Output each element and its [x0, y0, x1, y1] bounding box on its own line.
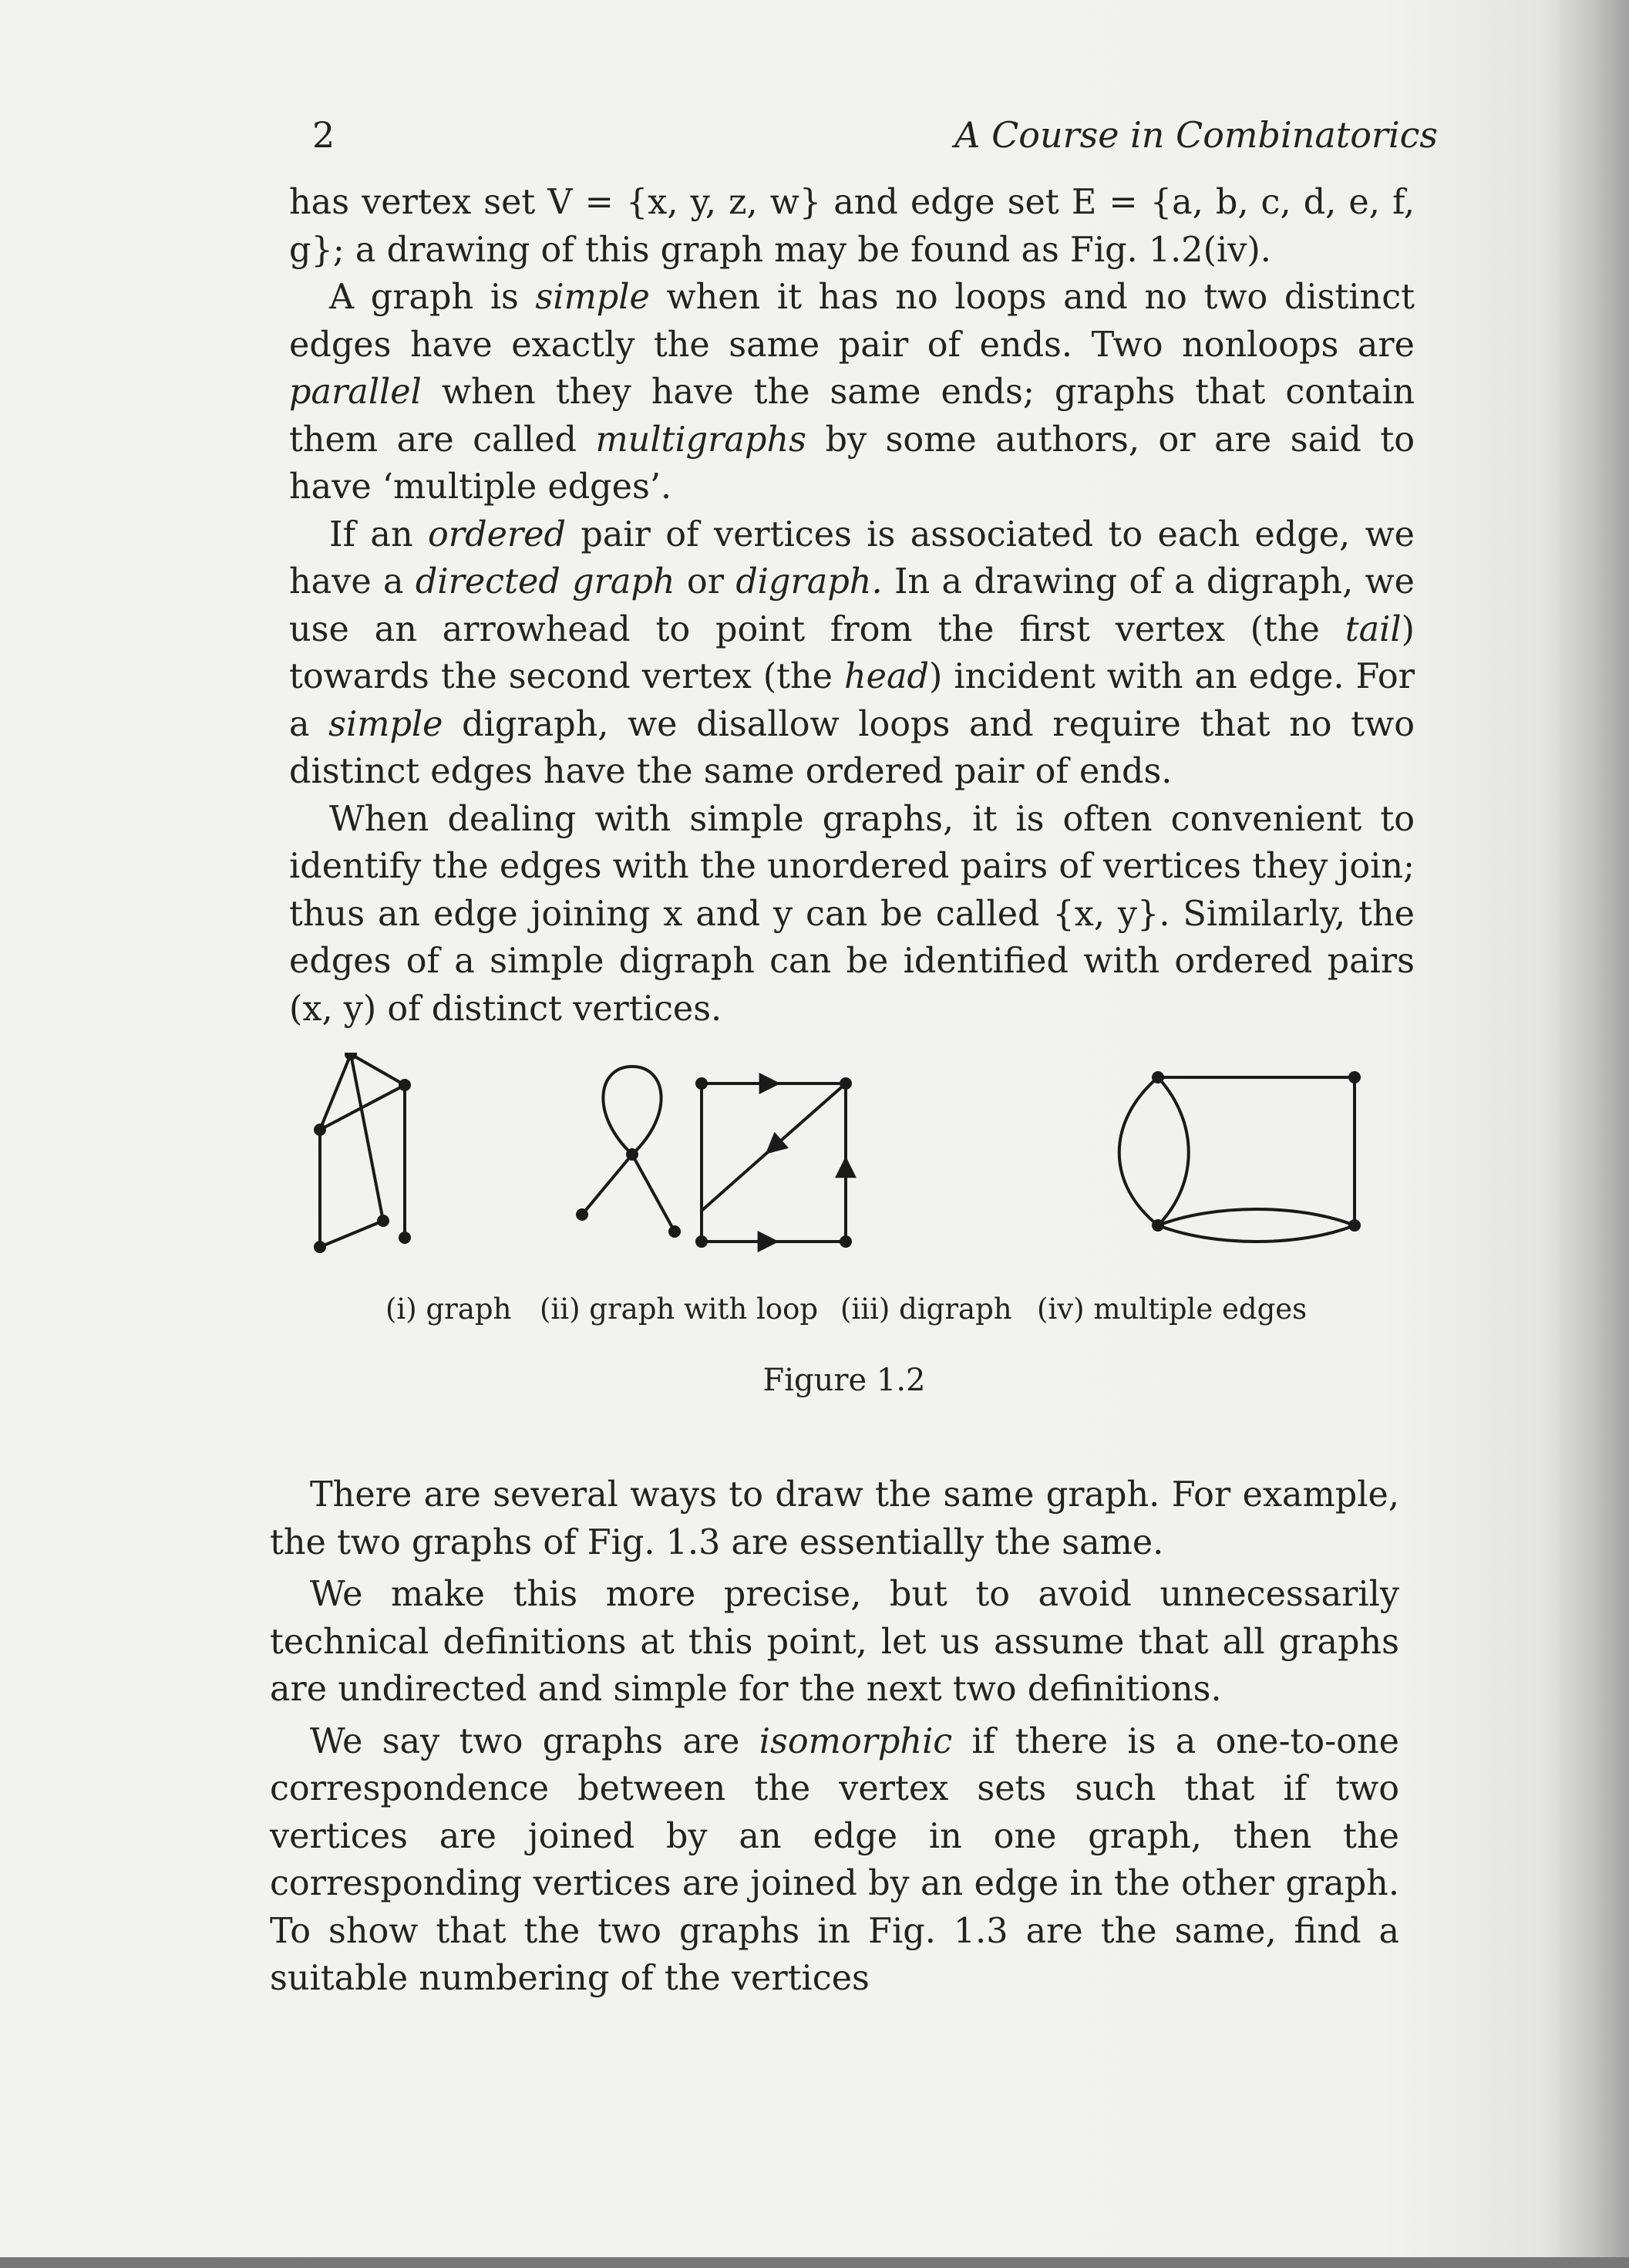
figure-title: Figure 1.2	[762, 1363, 926, 1398]
vertex	[1152, 1071, 1164, 1083]
paragraph-vertex-edge-set: has vertex set V = {x, y, z, w} and edge set E = {a, b, c, d, e, f, g}; a drawing of this graph may be found as Fig. 1.2(iv).	[289, 183, 1415, 270]
vertex	[840, 1235, 852, 1248]
paragraph-more-precise: We make this more precise, but to avoid unnecessarily technical definitions at this point, let us assume that all graphs are undirected and simple for the next two definitions.	[270, 1575, 1399, 1709]
paragraph-isomorphic: We say two graphs are isomorphic if there is a one-to-one correspondence between the vertex sets such that if two vertices are joined by an edge in one graph, then the corresponding vertices are joined by an edge in the other graph. To show that the two graphs in Fig. 1.3 are the same, find a suitable numbering of the vertices	[270, 1721, 1399, 1998]
caption-graph: (i) graph	[385, 1292, 512, 1326]
paragraph-simple-graph: A graph is simple when it has no loops and no two distinct edges have exactly the same pair of ends. Two nonloops are parallel when they have the same ends; graphs that contain them are called multigraphs by some authors, or are said to have ‘multiple edges’.	[289, 278, 1415, 507]
paragraph-several-ways: There are several ways to draw the same graph. For example, the two graphs of Fig. 1.3 are essentially the same.	[270, 1475, 1399, 1562]
vertex	[1152, 1219, 1164, 1232]
vertex	[399, 1232, 411, 1244]
vertex	[668, 1225, 681, 1238]
vertex	[840, 1077, 852, 1090]
figure-graphs	[305, 1053, 1399, 1284]
running-head: A Course in Combinatorics	[954, 114, 1438, 156]
vertex	[576, 1208, 588, 1221]
caption-graph-with-loop: (ii) graph with loop	[540, 1292, 819, 1326]
vertex	[314, 1241, 326, 1253]
page-header	[312, 112, 1438, 158]
graph-ii	[576, 1067, 681, 1238]
page-bottom-edge	[0, 2257, 1629, 2268]
spine-shadow	[1544, 0, 1629, 2268]
paragraph-unordered-pairs: When dealing with simple graphs, it is often convenient to identify the edges with the unordered pairs of vertices they join; thus an edge joining x and y can be called {x, y}. Similarly, the edges of a simple digraph can be identified with ordered pairs (x, y) of distinct vertices.	[289, 799, 1415, 1029]
graph-i	[314, 1053, 411, 1253]
page-number: 2	[312, 114, 335, 156]
caption-digraph: (iii) digraph	[840, 1292, 1012, 1326]
paragraph-digraph: If an ordered pair of vertices is associated to each edge, we have a directed graph or digraph. In a drawing of a digraph, we use an arrowhead to point from the first vertex (the tail) towards the second vertex (the head) incident with an edge. For a simple digraph, we disallow loops and require that no two distinct edges have the same ordered pair of ends.	[289, 514, 1415, 791]
vertex	[377, 1215, 389, 1227]
vertex	[1348, 1219, 1361, 1232]
vertex	[399, 1079, 411, 1091]
graph-iii	[695, 1077, 852, 1248]
text-block-bottom	[270, 1471, 1399, 2003]
vertex	[695, 1235, 708, 1248]
vertex	[695, 1077, 708, 1090]
vertex	[314, 1124, 326, 1136]
caption-multiple-edges: (iv) multiple edges	[1037, 1292, 1308, 1326]
vertex	[1348, 1071, 1361, 1083]
graph-iv	[1119, 1071, 1361, 1242]
vertex	[345, 1053, 357, 1060]
text-block-top	[289, 179, 1415, 1033]
vertex	[626, 1148, 638, 1161]
figure-captions	[385, 1286, 1311, 1333]
